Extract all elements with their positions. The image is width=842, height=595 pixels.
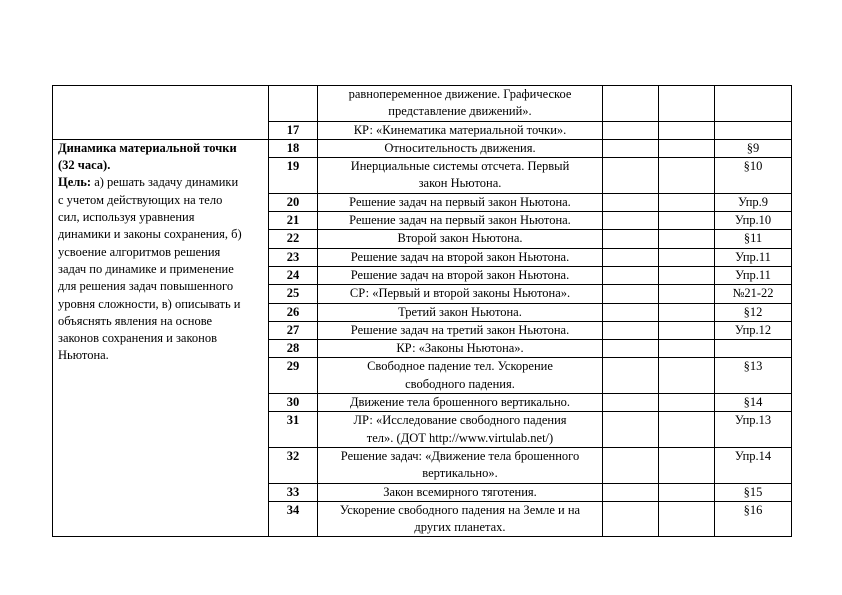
lesson-empty-cell: [603, 139, 659, 157]
lesson-empty-cell: [659, 303, 715, 321]
lesson-empty-cell: [659, 394, 715, 412]
lesson-empty-cell: [603, 394, 659, 412]
lesson-number: 28: [269, 340, 318, 358]
section-cell-empty: [53, 86, 269, 140]
lesson-empty-cell: [659, 483, 715, 501]
section-goal-line: [58, 174, 268, 191]
lesson-empty-cell: [659, 321, 715, 339]
lesson-empty-cell: [659, 501, 715, 537]
lesson-topic-line: равнопеременное движение. Графическое: [348, 87, 572, 101]
lesson-number: 27: [269, 321, 318, 339]
lesson-topic-line: вертикально».: [422, 466, 498, 481]
lesson-empty-cell: [659, 212, 715, 230]
lesson-empty-cell: [603, 303, 659, 321]
lesson-topic: [318, 230, 603, 248]
lesson-number: 26: [269, 303, 318, 321]
section-goal-line: [58, 192, 268, 209]
section-goal-text: сил, используя уравнения: [58, 210, 195, 225]
lesson-topic-line: КР: «Законы Ньютона».: [396, 341, 524, 356]
section-goal-text: задач по динамике и применение: [58, 261, 234, 276]
homework-cell: §10: [715, 158, 792, 194]
section-goal-line: [58, 209, 268, 226]
lesson-number: 24: [269, 266, 318, 284]
homework-cell: §13: [715, 358, 792, 394]
lesson-empty-cell: [659, 139, 715, 157]
lesson-topic-line: Решение задач на третий закон Ньютона.: [350, 322, 570, 337]
lesson-empty-cell: [659, 230, 715, 248]
homework-cell: Упр.10: [715, 212, 792, 230]
lesson-topic: [318, 321, 603, 339]
homework-cell: Упр.14: [715, 447, 792, 483]
section-goal-text: динамики и законы сохранения, б): [58, 227, 242, 242]
lesson-number: 30: [269, 394, 318, 412]
lesson-number: 18: [269, 139, 318, 157]
lesson-topic-line: Свободное падение тел. Ускорение: [367, 359, 553, 374]
lesson-topic-line: тел». (ДОТ http://www.virtulab.net/): [366, 430, 554, 445]
lesson-topic: [318, 193, 603, 211]
lesson-empty-cell: [603, 266, 659, 284]
lesson-empty-cell: [603, 121, 659, 139]
lesson-empty-cell: [659, 86, 715, 122]
lesson-topic-line: СР: «Первый и второй законы Ньютона».: [349, 286, 571, 301]
lesson-topic: [318, 86, 603, 122]
lesson-empty-cell: [659, 447, 715, 483]
section-goal-line: [58, 278, 268, 295]
lesson-number: 32: [269, 447, 318, 483]
lesson-empty-cell: [603, 158, 659, 194]
lesson-number: 33: [269, 483, 318, 501]
lesson-empty-cell: [603, 321, 659, 339]
homework-cell: №21-22: [715, 285, 792, 303]
lesson-topic-line: Решение задач на второй закон Ньютона.: [350, 249, 570, 264]
lesson-topic: [318, 212, 603, 230]
lesson-topic: [318, 483, 603, 501]
lesson-topic-line: Относительность движения.: [384, 140, 536, 155]
section-goal-line: [58, 261, 268, 278]
lesson-topic-line: Решение задач: «Движение тела брошенного: [340, 448, 580, 463]
lesson-topic: [318, 340, 603, 358]
homework-cell: §16: [715, 501, 792, 537]
lesson-empty-cell: [603, 248, 659, 266]
homework-cell: §11: [715, 230, 792, 248]
lesson-empty-cell: [603, 358, 659, 394]
lesson-topic-line: ЛР: «Исследование свободного падения: [353, 413, 567, 428]
lesson-number: 23: [269, 248, 318, 266]
section-goal-text: уровня сложности, в) описывать и: [58, 296, 241, 311]
lesson-empty-cell: [603, 212, 659, 230]
homework-cell: §14: [715, 394, 792, 412]
homework-cell: §9: [715, 139, 792, 157]
homework-cell: [715, 340, 792, 358]
lesson-topic-line: Второй закон Ньютона.: [397, 231, 523, 246]
homework-cell: [715, 86, 792, 122]
lesson-empty-cell: [659, 285, 715, 303]
homework-cell: Упр.12: [715, 321, 792, 339]
lesson-topic: [318, 412, 603, 448]
section-goal-line: [58, 244, 268, 261]
homework-cell: §15: [715, 483, 792, 501]
lesson-topic: [318, 358, 603, 394]
lesson-empty-cell: [659, 340, 715, 358]
lesson-empty-cell: [603, 501, 659, 537]
lesson-topic: [318, 394, 603, 412]
section-goal-text: усвоение алгоритмов решения: [58, 244, 221, 259]
lesson-topic-line: Движение тела брошенного вертикально.: [349, 395, 571, 410]
lesson-empty-cell: [659, 248, 715, 266]
section-goal-line: [58, 296, 268, 313]
lesson-number: 34: [269, 501, 318, 537]
section-goal-line: [58, 226, 268, 243]
lesson-topic-line: свободного падения.: [405, 376, 515, 391]
lesson-empty-cell: [603, 412, 659, 448]
lesson-topic: [318, 139, 603, 157]
lesson-number: 29: [269, 358, 318, 394]
homework-cell: §12: [715, 303, 792, 321]
lesson-number: 22: [269, 230, 318, 248]
lesson-topic-line: Третий закон Ньютона.: [398, 304, 522, 319]
lesson-number: 17: [269, 121, 318, 139]
section-goal-text: объяснять явления на основе: [58, 313, 213, 328]
section-goal-line: [58, 347, 268, 364]
lesson-number: 20: [269, 193, 318, 211]
homework-cell: Упр.13: [715, 412, 792, 448]
lesson-number: 19: [269, 158, 318, 194]
section-goal-line: [58, 313, 268, 330]
lesson-empty-cell: [659, 412, 715, 448]
table-row: [53, 139, 792, 157]
homework-cell: Упр.11: [715, 248, 792, 266]
section-goal-line: [58, 330, 268, 347]
goal-label: Цель:: [58, 175, 92, 190]
table-row: [53, 86, 792, 122]
lesson-empty-cell: [659, 193, 715, 211]
lesson-number: [269, 86, 318, 122]
lesson-topic-line: закон Ньютона.: [418, 176, 502, 191]
lesson-topic-line: КР: «Кинематика материальной точки».: [353, 122, 567, 137]
lesson-empty-cell: [603, 285, 659, 303]
lesson-topic: [318, 158, 603, 194]
lesson-topic-line: Решение задач на первый закон Ньютона.: [349, 194, 571, 209]
lesson-empty-cell: [659, 266, 715, 284]
lesson-plan-body: [53, 86, 792, 537]
lesson-topic: [318, 121, 603, 139]
lesson-topic-line: других планетах.: [414, 520, 506, 535]
lesson-topic: [318, 447, 603, 483]
lesson-empty-cell: [603, 86, 659, 122]
lesson-topic: [318, 266, 603, 284]
lesson-number: 25: [269, 285, 318, 303]
lesson-topic: [318, 501, 603, 537]
lesson-empty-cell: [603, 193, 659, 211]
lesson-topic: [318, 248, 603, 266]
section-goal-text: а) решать задачу динамики: [94, 175, 239, 190]
homework-cell: Упр.9: [715, 193, 792, 211]
section-title-line: Динамика материальной точки: [58, 140, 237, 155]
homework-cell: [715, 121, 792, 139]
lesson-number: 31: [269, 412, 318, 448]
lesson-empty-cell: [603, 483, 659, 501]
section-goal-text: законов сохранения и законов: [58, 331, 217, 346]
section-description: [53, 139, 269, 537]
homework-cell: Упр.11: [715, 266, 792, 284]
lesson-topic-line: Решение задач на второй закон Ньютона.: [350, 267, 570, 282]
lesson-number: 21: [269, 212, 318, 230]
lesson-empty-cell: [603, 340, 659, 358]
lesson-topic-line: представление движений».: [388, 104, 532, 119]
lesson-empty-cell: [603, 230, 659, 248]
lesson-topic-line: Инерциальные системы отсчета. Первый: [350, 159, 570, 174]
lesson-topic-line: Закон всемирного тяготения.: [383, 484, 537, 499]
section-goal-text: Ньютона.: [58, 348, 109, 363]
section-goal-text: с учетом действующих на тело: [58, 192, 223, 207]
section-goal-text: для решения задач повышенного: [58, 279, 234, 294]
lesson-empty-cell: [603, 447, 659, 483]
lesson-topic: [318, 303, 603, 321]
lesson-empty-cell: [659, 121, 715, 139]
lesson-empty-cell: [659, 358, 715, 394]
section-title-line: (32 часа).: [58, 158, 111, 173]
lesson-topic-line: Решение задач на первый закон Ньютона.: [349, 213, 571, 228]
lesson-empty-cell: [659, 158, 715, 194]
lesson-plan-table: [52, 85, 792, 537]
lesson-topic-line: Ускорение свободного падения на Земле и на: [339, 502, 581, 517]
lesson-topic: [318, 285, 603, 303]
